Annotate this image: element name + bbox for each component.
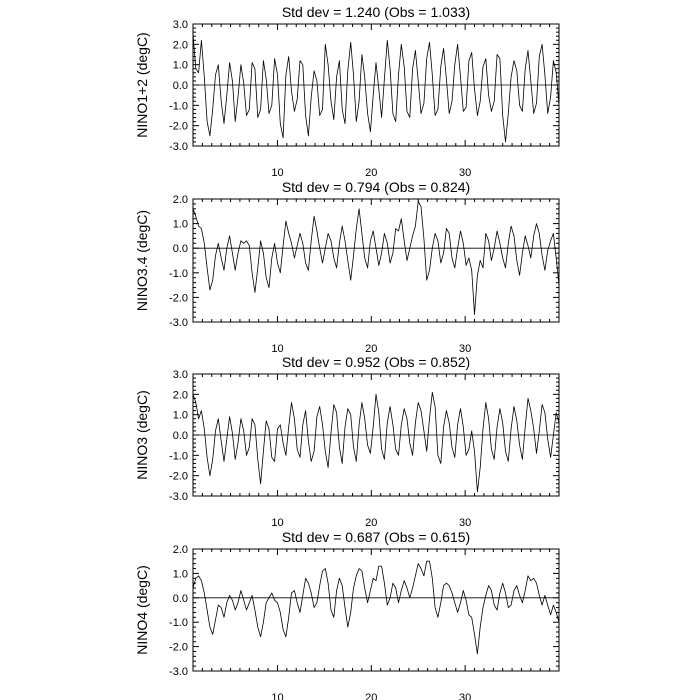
chart-panel-1 (134, 4, 559, 179)
y-tick-label: -2.0 (169, 292, 188, 305)
chart-title: Std dev = 0.952 (Obs = 0.852) (281, 354, 471, 370)
y-tick-label: 1.0 (172, 568, 188, 581)
y-axis-label: NINO3.4 (degC) (134, 209, 150, 312)
y-tick-label: 3.0 (172, 19, 188, 31)
y-tick-label: -2.0 (169, 641, 188, 654)
y-tick-label: -3.0 (169, 141, 188, 153)
x-tick-label: 20 (365, 692, 378, 700)
chart-title: Std dev = 0.794 (Obs = 0.824) (281, 179, 471, 195)
x-tick-label: 10 (271, 517, 284, 529)
y-tick-label: 3.0 (172, 369, 188, 381)
y-axis-label: NINO3 (degC) (134, 390, 150, 480)
y-tick-label: 2.0 (172, 544, 188, 556)
y-tick-label: -2.0 (169, 120, 188, 133)
x-tick-label: 10 (271, 692, 284, 700)
x-tick-label: 20 (365, 167, 378, 179)
y-tick-label: -1.0 (169, 617, 188, 630)
y-tick-label: -3.0 (169, 317, 188, 329)
series-line (193, 561, 559, 654)
chart-panel-3 (134, 354, 559, 529)
y-tick-label: -1.0 (169, 100, 188, 113)
y-tick-label: 0.0 (172, 592, 188, 605)
y-tick-label: 0.0 (172, 80, 188, 92)
series-line (193, 34, 559, 142)
x-tick-label: 30 (459, 692, 472, 700)
plot-frame (193, 549, 559, 671)
chart-title: Std dev = 0.687 (Obs = 0.615) (281, 529, 471, 545)
y-tick-label: -3.0 (169, 491, 188, 503)
y-tick-label: 2.0 (172, 389, 188, 402)
y-tick-label: 1.0 (172, 59, 188, 72)
chart-panel-2 (134, 179, 559, 355)
chart-title: Std dev = 1.240 (Obs = 1.033) (281, 4, 471, 20)
series-line (193, 392, 559, 492)
x-tick-label: 20 (365, 343, 378, 355)
x-tick-label: 20 (365, 517, 378, 529)
y-tick-label: 2.0 (172, 194, 188, 206)
y-tick-label: -1.0 (169, 450, 188, 463)
y-tick-label: 1.0 (172, 409, 188, 422)
chart-panel-4 (134, 529, 559, 700)
plot-frame (193, 199, 559, 322)
x-tick-label: 30 (459, 167, 472, 179)
x-tick-label: 10 (271, 343, 284, 355)
y-tick-label: 1.0 (172, 218, 188, 231)
series-line (193, 202, 559, 315)
x-tick-label: 30 (459, 343, 472, 355)
y-tick-label: -3.0 (169, 666, 188, 678)
y-axis-label: NINO1+2 (degC) (134, 32, 150, 138)
x-tick-label: 30 (459, 517, 472, 529)
y-tick-label: -2.0 (169, 470, 188, 483)
x-tick-label: 10 (271, 167, 284, 179)
y-tick-label: 0.0 (172, 243, 188, 256)
y-tick-label: 2.0 (172, 39, 188, 52)
y-tick-label: -1.0 (169, 267, 188, 280)
y-tick-label: 0.0 (172, 430, 188, 442)
y-axis-label: NINO4 (degC) (134, 565, 150, 655)
